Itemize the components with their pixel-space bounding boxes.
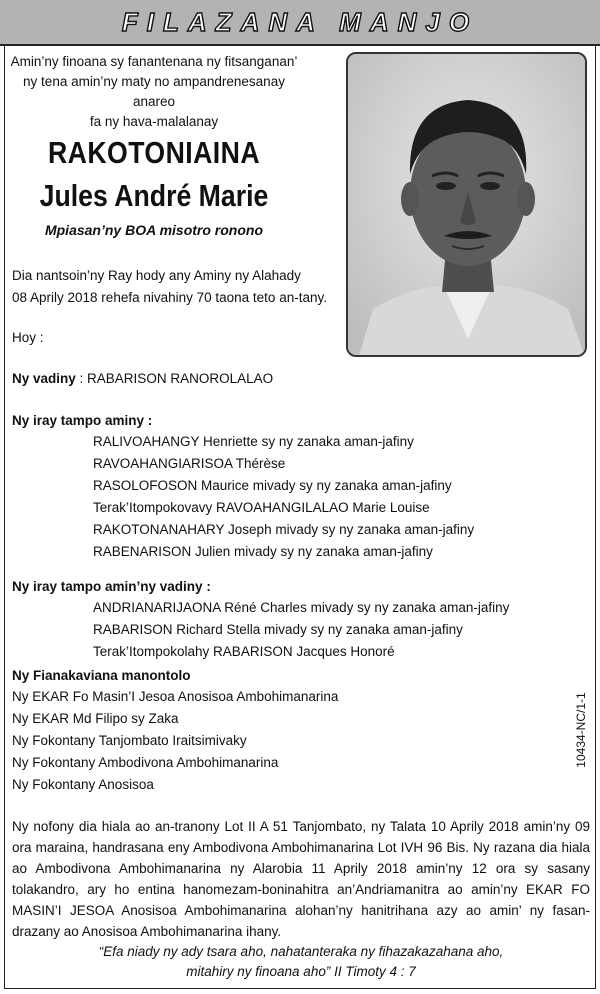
death-notice [12,265,352,309]
association-item: Ny EKAR Fo Masin’I Jesoa Anosisoa Ambohimanarina [12,689,339,704]
funeral-paragraph: Ny nofony dia hiala ao an-tranony Lot II A 51 Tanjombato, ny Talata 10 Aprily 2018 amin’ny 09 ora maraina, handrasana eny Ambodivona Ambohimanarina Lot IVH 96 Bis. Ny razana dia hiala ao Ambodivona Ambohimanarina ny Alarobia 11 Aprily 2018 amin’ny 12 ora sy sasany tolakandro, ary ho entina hanomezam-boninahitra an’Andriamanitra ao amin’ny EKAR FO MASIN’I JESOA Anosisoa Ambohimanarina alohan’ny hanitrihana azy ao amin’ ny fasan-drazany ao Anosisoa Ambohimanarina ihany. [12,819,590,939]
spouse-sibling-item: RABARISON Richard Stella mivady sy ny zanaka aman-jafiny [93,622,463,637]
deceased-surname: RAKOTONIAINA [47,135,261,170]
siblings-list [93,431,474,563]
reference-code-text: 10434-NC/1-1 [574,692,588,768]
quote-line: “Efa niady ny ady tsara aho, nahatanteraka ny fihazakazahana aho, [98,944,504,959]
sibling-item: RABENARISON Julien mivady sy ny zanaka aman-jafiny [93,544,433,559]
deceased-given-names: Jules André Marie [39,178,269,213]
spouse-line [12,368,273,390]
association-item: Ny Fokontany Tanjombato Iraitsimivaky [12,733,247,748]
sibling-item: Terak’Itompokovavy RAVOAHANGILALAO Marie Louise [93,500,430,515]
portrait-image [348,54,587,357]
sibling-item: RAVOAHANGIARISOA Thérèse [93,456,286,471]
spouse-sibling-item: ANDRIANARIJAONA Réné Charles mivady sy ny zanaka aman-jafiny [93,600,510,615]
portrait-photo [346,52,587,357]
intro-line: fa ny hava-malalanay [89,114,219,129]
header-banner [0,0,600,46]
association-item: Ny EKAR Md Filipo sy Zaka [12,711,179,726]
spouse-siblings-list [93,597,509,663]
deceased-role: Mpiasan’ny BOA misotro ronono [44,222,264,238]
spouse-siblings-heading: Ny iray tampo amin’ny vadiny : [12,579,211,594]
spouse-sibling-item: Terak’Itompokolahy RABARISON Jacques Honoré [93,644,395,659]
association-item: Ny Fokontany Ambodivona Ambohimanarina [12,755,279,770]
associations-list [12,686,338,796]
reference-code [566,690,596,770]
quote-line: mitahiry ny finoana aho” II Timoty 4 : 7 [186,964,416,979]
intro-text [4,52,304,132]
association-item: Ny Fokontany Anosisoa [12,777,154,792]
sibling-item: RALIVOAHANGY Henriette sy ny zanaka aman-jafiny [93,434,414,449]
spouse-name: : RABARISON RANOROLALAO [79,371,274,386]
bible-quote [12,942,590,982]
intro-line: ny tena amin’ny maty no ampandrenesanay anareo [23,74,285,109]
associations-heading: Ny Fianakaviana manontolo [12,668,191,683]
death-notice-line: 08 Aprily 2018 rehefa nivahiny 70 taona teto an-tany. [12,290,327,305]
siblings-heading: Ny iray tampo aminy : [12,413,153,428]
intro-line: Amin’ny finoana sy fanantenana ny fitsanganan’ [10,54,298,69]
death-notice-line: Dia nantsoin’ny Ray hody any Aminy ny Alahady [12,268,301,283]
sibling-item: RAKOTONANAHARY Joseph mivady sy ny zanaka aman-jafiny [93,522,475,537]
spouse-label: Ny vadiny [12,371,76,386]
hoy-label: Hoy : [12,330,44,345]
header-title: FILAZANA MANJO [121,7,479,37]
sibling-item: RASOLOFOSON Maurice mivady sy ny zanaka aman-jafiny [93,478,452,493]
